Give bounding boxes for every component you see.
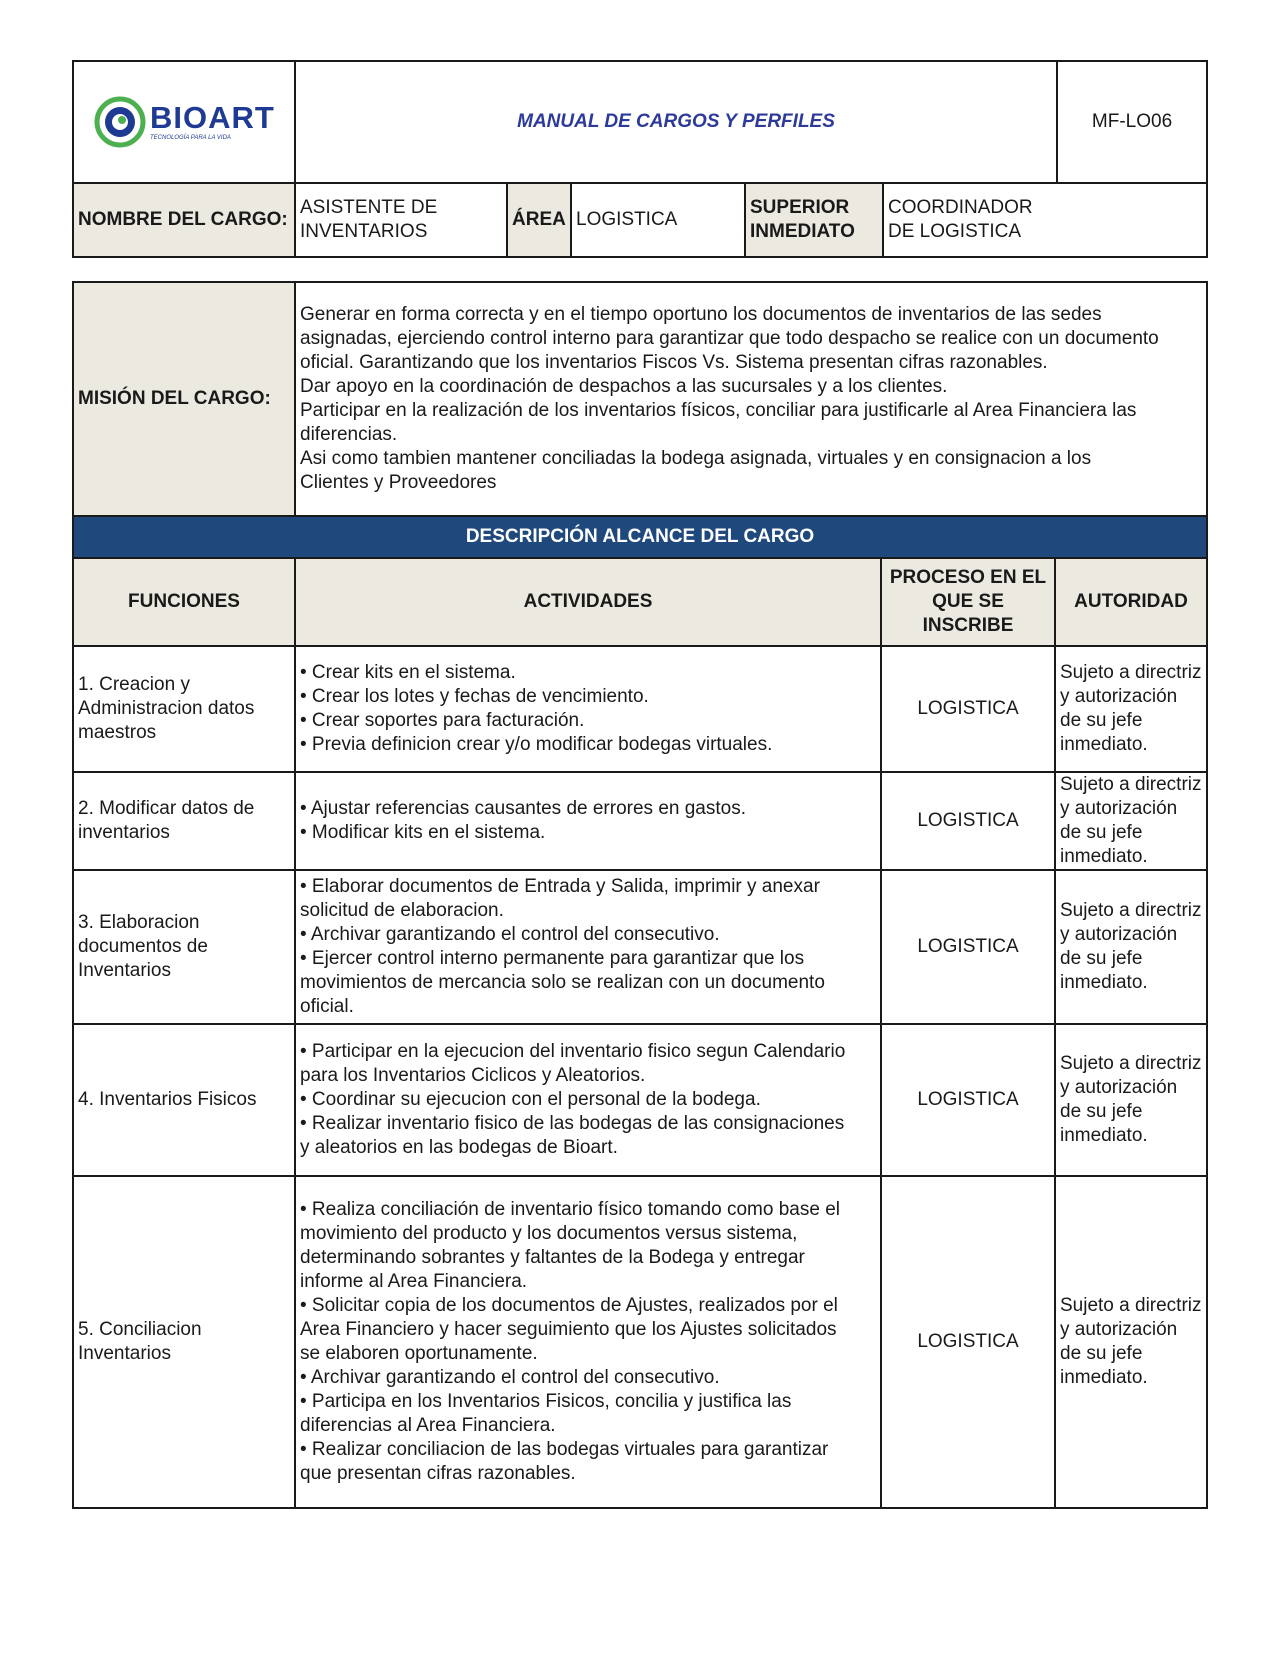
cargo-value: ASISTENTE DE INVENTARIOS	[295, 183, 507, 257]
document-code: MF-LO06	[1057, 61, 1207, 183]
mision-line: oficial. Garantizando que los inventarios Fiscos Vs. Sistema presentan cifras razonables.	[300, 352, 1048, 373]
funcion-cell: 2. Modificar datos de inventarios	[73, 772, 295, 870]
funcion-cell: 3. Elaboracion documentos de Inventarios	[73, 870, 295, 1024]
superior-value-text: COORDINADOR DE LOGISTICA	[888, 197, 1033, 242]
col-actividades: ACTIVIDADES	[295, 558, 881, 646]
col-proceso: PROCESO EN EL QUE SE INSCRIBE	[881, 558, 1055, 646]
table-row	[73, 772, 1207, 870]
actividad-line: Area Financiero y hacer seguimiento que los Ajustes solicitados	[300, 1319, 837, 1340]
proceso-cell: LOGISTICA	[881, 870, 1055, 1024]
actividad-line: • Crear kits en el sistema.	[300, 662, 516, 683]
proceso-cell: LOGISTICA	[881, 1176, 1055, 1508]
col-funciones: FUNCIONES	[73, 558, 295, 646]
mision-line: Participar en la realización de los inventarios físicos, conciliar para justificarle al Area Financiera las	[300, 400, 1137, 421]
bioart-logo-icon	[94, 96, 146, 148]
proceso-cell: LOGISTICA	[881, 772, 1055, 870]
document-title: MANUAL DE CARGOS Y PERFILES	[295, 61, 1057, 183]
actividad-line: se elaboren oportunamente.	[300, 1343, 538, 1364]
rows-body	[73, 646, 1207, 1508]
col-autoridad: AUTORIDAD	[1055, 558, 1207, 646]
autoridad-cell: Sujeto a directriz y autorización de su jefe inmediato.	[1055, 772, 1207, 870]
proceso-cell: LOGISTICA	[881, 1024, 1055, 1176]
mision-text	[295, 282, 1207, 516]
section-title: DESCRIPCIÓN ALCANCE DEL CARGO	[73, 516, 1207, 558]
table-row	[73, 646, 1207, 772]
actividad-line: determinando sobrantes y faltantes de la Bodega y entregar	[300, 1247, 805, 1268]
autoridad-cell: Sujeto a directriz y autorización de su jefe inmediato.	[1055, 646, 1207, 772]
cargo-label: NOMBRE DEL CARGO:	[73, 183, 295, 257]
actividad-line: • Ajustar referencias causantes de errores en gastos.	[300, 798, 746, 819]
actividad-line: informe al Area Financiera.	[300, 1271, 528, 1292]
actividad-line: • Elaborar documentos de Entrada y Salida, imprimir y anexar	[300, 876, 820, 897]
logo-text: BIOART	[150, 100, 275, 135]
actividad-line: diferencias al Area Financiera.	[300, 1415, 556, 1436]
mision-line: Generar en forma correcta y en el tiempo oportuno los documentos de inventarios de las sedes	[300, 304, 1102, 325]
header-table	[72, 60, 1208, 258]
mision-lines	[300, 303, 1202, 495]
funcion-cell: 5. Conciliacion Inventarios	[73, 1176, 295, 1508]
proceso-cell: LOGISTICA	[881, 646, 1055, 772]
actividad-line: • Participar en la ejecucion del inventario fisico segun Calendario	[300, 1041, 846, 1062]
actividades-cell	[295, 646, 881, 772]
actividades-cell	[295, 772, 881, 870]
actividad-line: • Solicitar copia de los documentos de Ajustes, realizados por el	[300, 1295, 838, 1316]
mision-line: diferencias.	[300, 424, 398, 445]
superior-label: SUPERIOR INMEDIATO	[745, 183, 883, 257]
actividad-line: • Modificar kits en el sistema.	[300, 822, 546, 843]
table-row	[73, 1024, 1207, 1176]
mision-line: Clientes y Proveedores	[300, 472, 497, 493]
autoridad-cell: Sujeto a directriz y autorización de su jefe inmediato.	[1055, 1176, 1207, 1508]
actividad-line: y aleatorios en las bodegas de Bioart.	[300, 1137, 618, 1158]
actividad-line: • Coordinar su ejecucion con el personal de la bodega.	[300, 1089, 761, 1110]
actividad-line: • Archivar garantizando el control del consecutivo.	[300, 924, 720, 945]
area-value: LOGISTICA	[571, 183, 745, 257]
logo-tagline: TECNOLOGÍA PARA LA VIDA	[150, 135, 231, 141]
logo-cell	[73, 61, 295, 183]
mision-line: Asi como tambien mantener conciliadas la bodega asignada, virtuales y en consignacion a los	[300, 448, 1092, 469]
actividad-line: solicitud de elaboracion.	[300, 900, 504, 921]
actividad-line: • Realizar conciliacion de las bodegas virtuales para garantizar	[300, 1439, 829, 1460]
actividades-cell	[295, 1024, 881, 1176]
actividad-line: • Participa en los Inventarios Fisicos, concilia y justifica las	[300, 1391, 792, 1412]
actividad-line: • Realiza conciliación de inventario físico tomando como base el	[300, 1199, 840, 1220]
actividades-cell	[295, 870, 881, 1024]
actividad-line: oficial.	[300, 996, 354, 1017]
actividad-line: que presentan cifras razonables.	[300, 1463, 576, 1484]
actividad-line: • Archivar garantizando el control del consecutivo.	[300, 1367, 720, 1388]
actividad-line: • Crear soportes para facturación.	[300, 710, 585, 731]
mision-line: Dar apoyo en la coordinación de despachos a las sucursales y a los clientes.	[300, 376, 948, 397]
actividades-cell	[295, 1176, 881, 1508]
actividad-line: movimientos de mercancia solo se realizan con un documento	[300, 972, 825, 993]
table-row	[73, 870, 1207, 1024]
funcion-cell: 1. Creacion y Administracion datos maestros	[73, 646, 295, 772]
actividad-line: • Crear los lotes y fechas de vencimiento.	[300, 686, 649, 707]
area-label: ÁREA	[507, 183, 571, 257]
mision-label: MISIÓN DEL CARGO:	[73, 282, 295, 516]
funcion-cell: 4. Inventarios Fisicos	[73, 1024, 295, 1176]
mision-line: asignadas, ejerciendo control interno para garantizar que todo despacho se realice con un documento	[300, 328, 1159, 349]
company-logo	[78, 96, 290, 148]
autoridad-cell: Sujeto a directriz y autorización de su jefe inmediato.	[1055, 870, 1207, 1024]
actividad-line: para los Inventarios Ciclicos y Aleatorios.	[300, 1065, 646, 1086]
superior-value	[883, 183, 1207, 257]
actividad-line: movimiento del producto y los documentos versus sistema,	[300, 1223, 798, 1244]
main-table	[72, 281, 1208, 1509]
table-row	[73, 1176, 1207, 1508]
actividad-line: • Previa definicion crear y/o modificar bodegas virtuales.	[300, 734, 773, 755]
autoridad-cell: Sujeto a directriz y autorización de su jefe inmediato.	[1055, 1024, 1207, 1176]
actividad-line: • Ejercer control interno permanente para garantizar que los	[300, 948, 805, 969]
actividad-line: • Realizar inventario fisico de las bodegas de las consignaciones	[300, 1113, 845, 1134]
